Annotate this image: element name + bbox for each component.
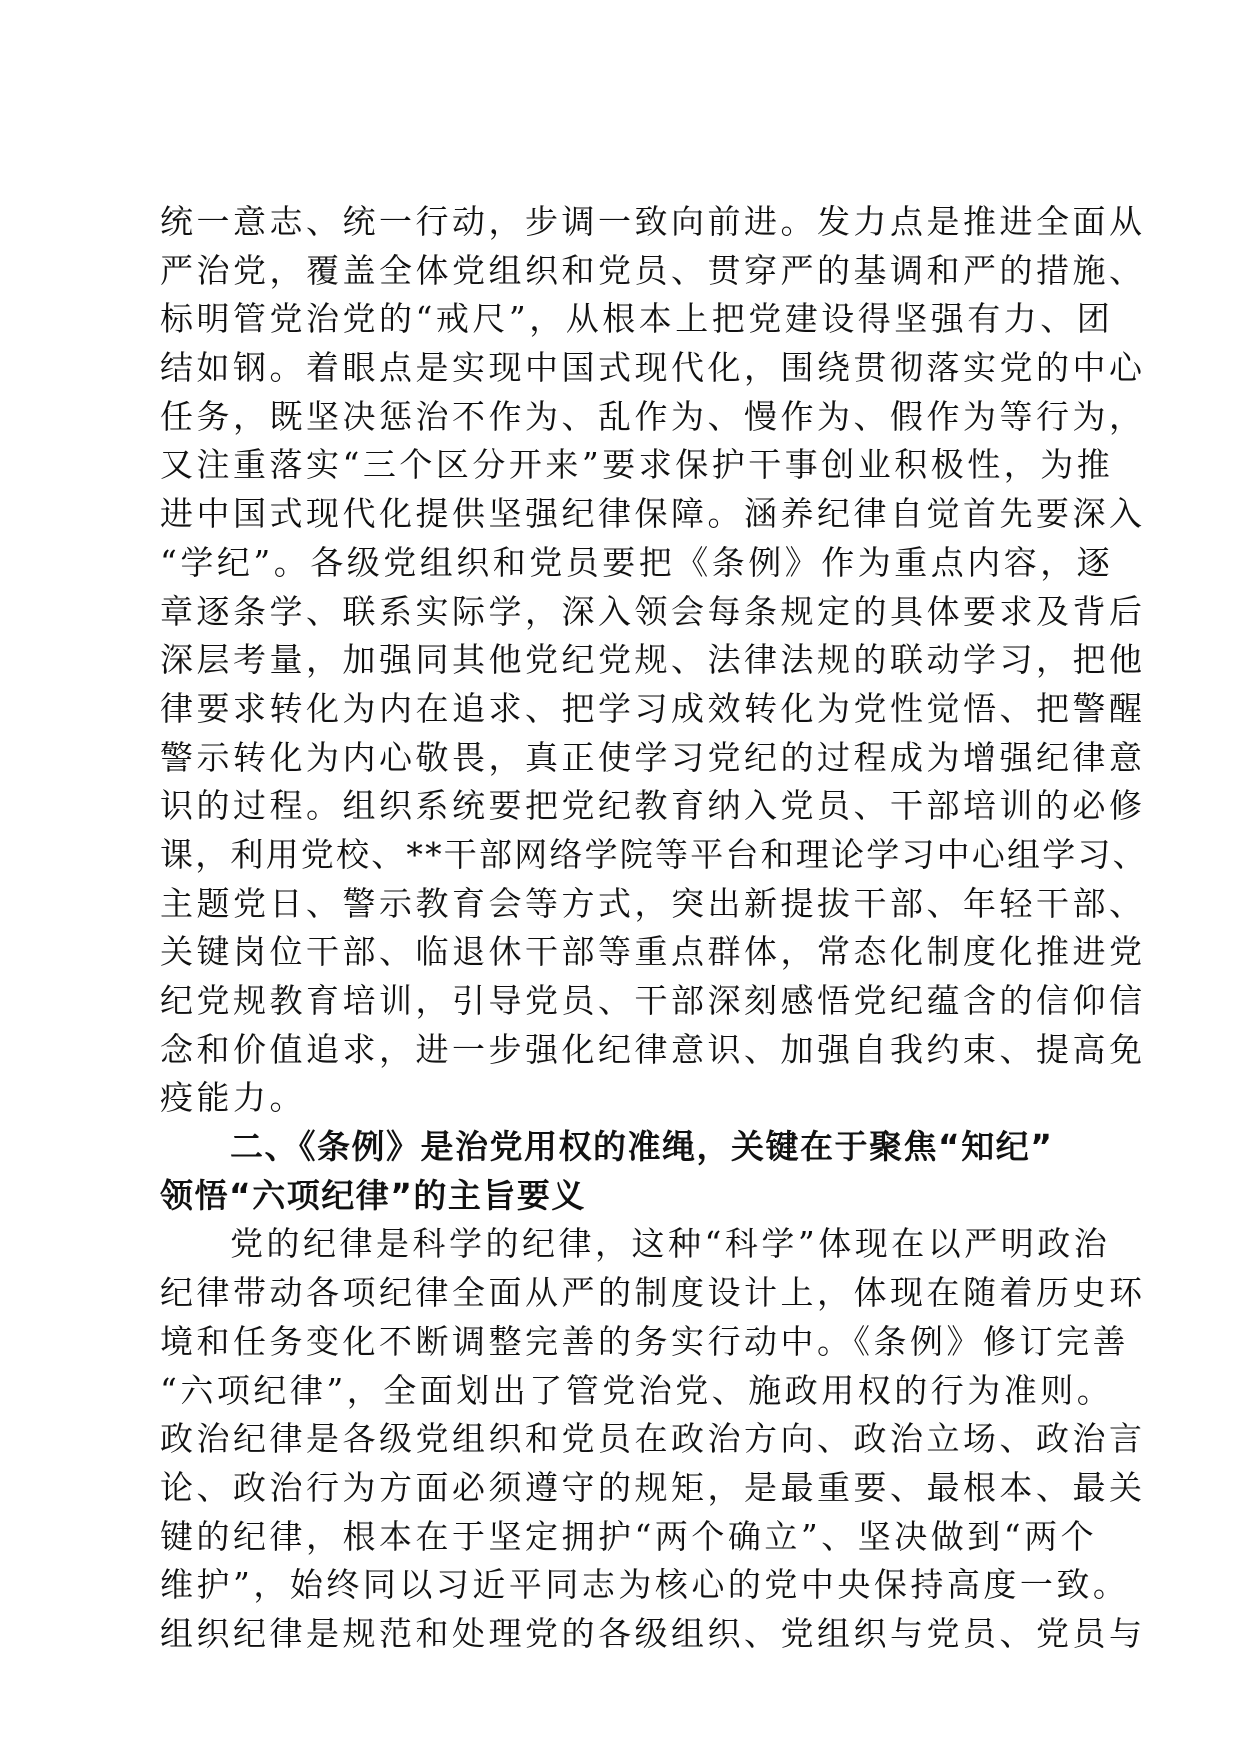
text-line: 念和价值追求，进一步强化纪律意识、加强自我约束、提高免 bbox=[160, 1029, 1146, 1069]
text-line: 又注重落实“三个区分开来”要求保护干事创业积极性，为推 bbox=[160, 445, 1114, 485]
text-line: 任务，既坚决惩治不作为、乱作为、慢作为、假作为等行为， bbox=[160, 396, 1146, 436]
text-line: 论、政治行为方面必须遵守的规矩，是最重要、最根本、最关 bbox=[160, 1467, 1146, 1507]
text-line: 统一意志、统一行动，步调一致向前进。发力点是推进全面从 bbox=[160, 202, 1146, 241]
heading-line: 领悟“六项纪律”的主旨要义 bbox=[160, 1175, 586, 1215]
text-line: “六项纪律”，全面划出了管党治党、施政用权的行为准则。 bbox=[160, 1370, 1114, 1410]
text-line: 深层考量，加强同其他党纪党规、法律法规的联动学习，把他 bbox=[160, 640, 1146, 680]
text-line: 识的过程。组织系统要把党纪教育纳入党员、干部培训的必修 bbox=[160, 786, 1146, 826]
text-line: 纪党规教育培训，引导党员、干部深刻感悟党纪蕴含的信仰信 bbox=[160, 981, 1146, 1020]
text-line: 标明管党治党的“戒尺”，从根本上把党建设得坚强有力、团 bbox=[160, 299, 1114, 339]
text-line: 关键岗位干部、临退休干部等重点群体，常态化制度化推进党 bbox=[160, 932, 1146, 972]
text-line: 严治党，覆盖全体党组织和党员、贯穿严的基调和严的措施、 bbox=[160, 250, 1146, 290]
text-line: 章逐条学、联系实际学，深入领会每条规定的具体要求及背后 bbox=[160, 591, 1146, 631]
text-line: 党的纪律是科学的纪律，这种“科学”体现在以严明政治 bbox=[230, 1224, 1111, 1264]
text-line: 结如钢。着眼点是实现中国式现代化，围绕贯彻落实党的中心 bbox=[160, 348, 1146, 388]
text-line: 律要求转化为内在追求、把学习成效转化为党性觉悟、把警醒 bbox=[160, 688, 1146, 728]
text-line: 进中国式现代化提供坚强纪律保障。涵养纪律自觉首先要深入 bbox=[160, 494, 1146, 534]
heading-line: 二、《条例》是治党用权的准绳，关键在于聚焦“知纪” bbox=[230, 1127, 1054, 1167]
text-line: 政治纪律是各级党组织和党员在政治方向、政治立场、政治言 bbox=[160, 1419, 1146, 1459]
document-page bbox=[160, 198, 1148, 1659]
section-heading bbox=[160, 1123, 1080, 1220]
text-line: 境和任务变化不断调整完善的务实行动中。《条例》修订完善 bbox=[160, 1321, 1129, 1361]
text-line: 警示转化为内心敬畏，真正使学习党纪的过程成为增强纪律意 bbox=[160, 737, 1146, 777]
paragraph-2 bbox=[160, 1220, 1146, 1658]
text-line: 主题党日、警示教育会等方式，突出新提拔干部、年轻干部、 bbox=[160, 883, 1146, 923]
text-line: 键的纪律，根本在于坚定拥护“两个确立”、坚决做到“两个 bbox=[160, 1516, 1098, 1556]
text-line: 疫能力。 bbox=[160, 1078, 306, 1118]
text-line: 课，利用党校、**干部网络学院等平台和理论学习中心组学习、 bbox=[160, 834, 1148, 874]
text-line: 维护”，始终同以习近平同志为核心的党中央保持高度一致。 bbox=[160, 1565, 1130, 1605]
text-line: “学纪”。各级党组织和党员要把《条例》作为重点内容，逐 bbox=[160, 542, 1114, 582]
text-line: 纪律带动各项纪律全面从严的制度设计上，体现在随着历史环 bbox=[160, 1273, 1146, 1313]
text-line: 组织纪律是规范和处理党的各级组织、党组织与党员、党员与 bbox=[160, 1613, 1146, 1653]
paragraph-1 bbox=[160, 198, 1148, 1123]
